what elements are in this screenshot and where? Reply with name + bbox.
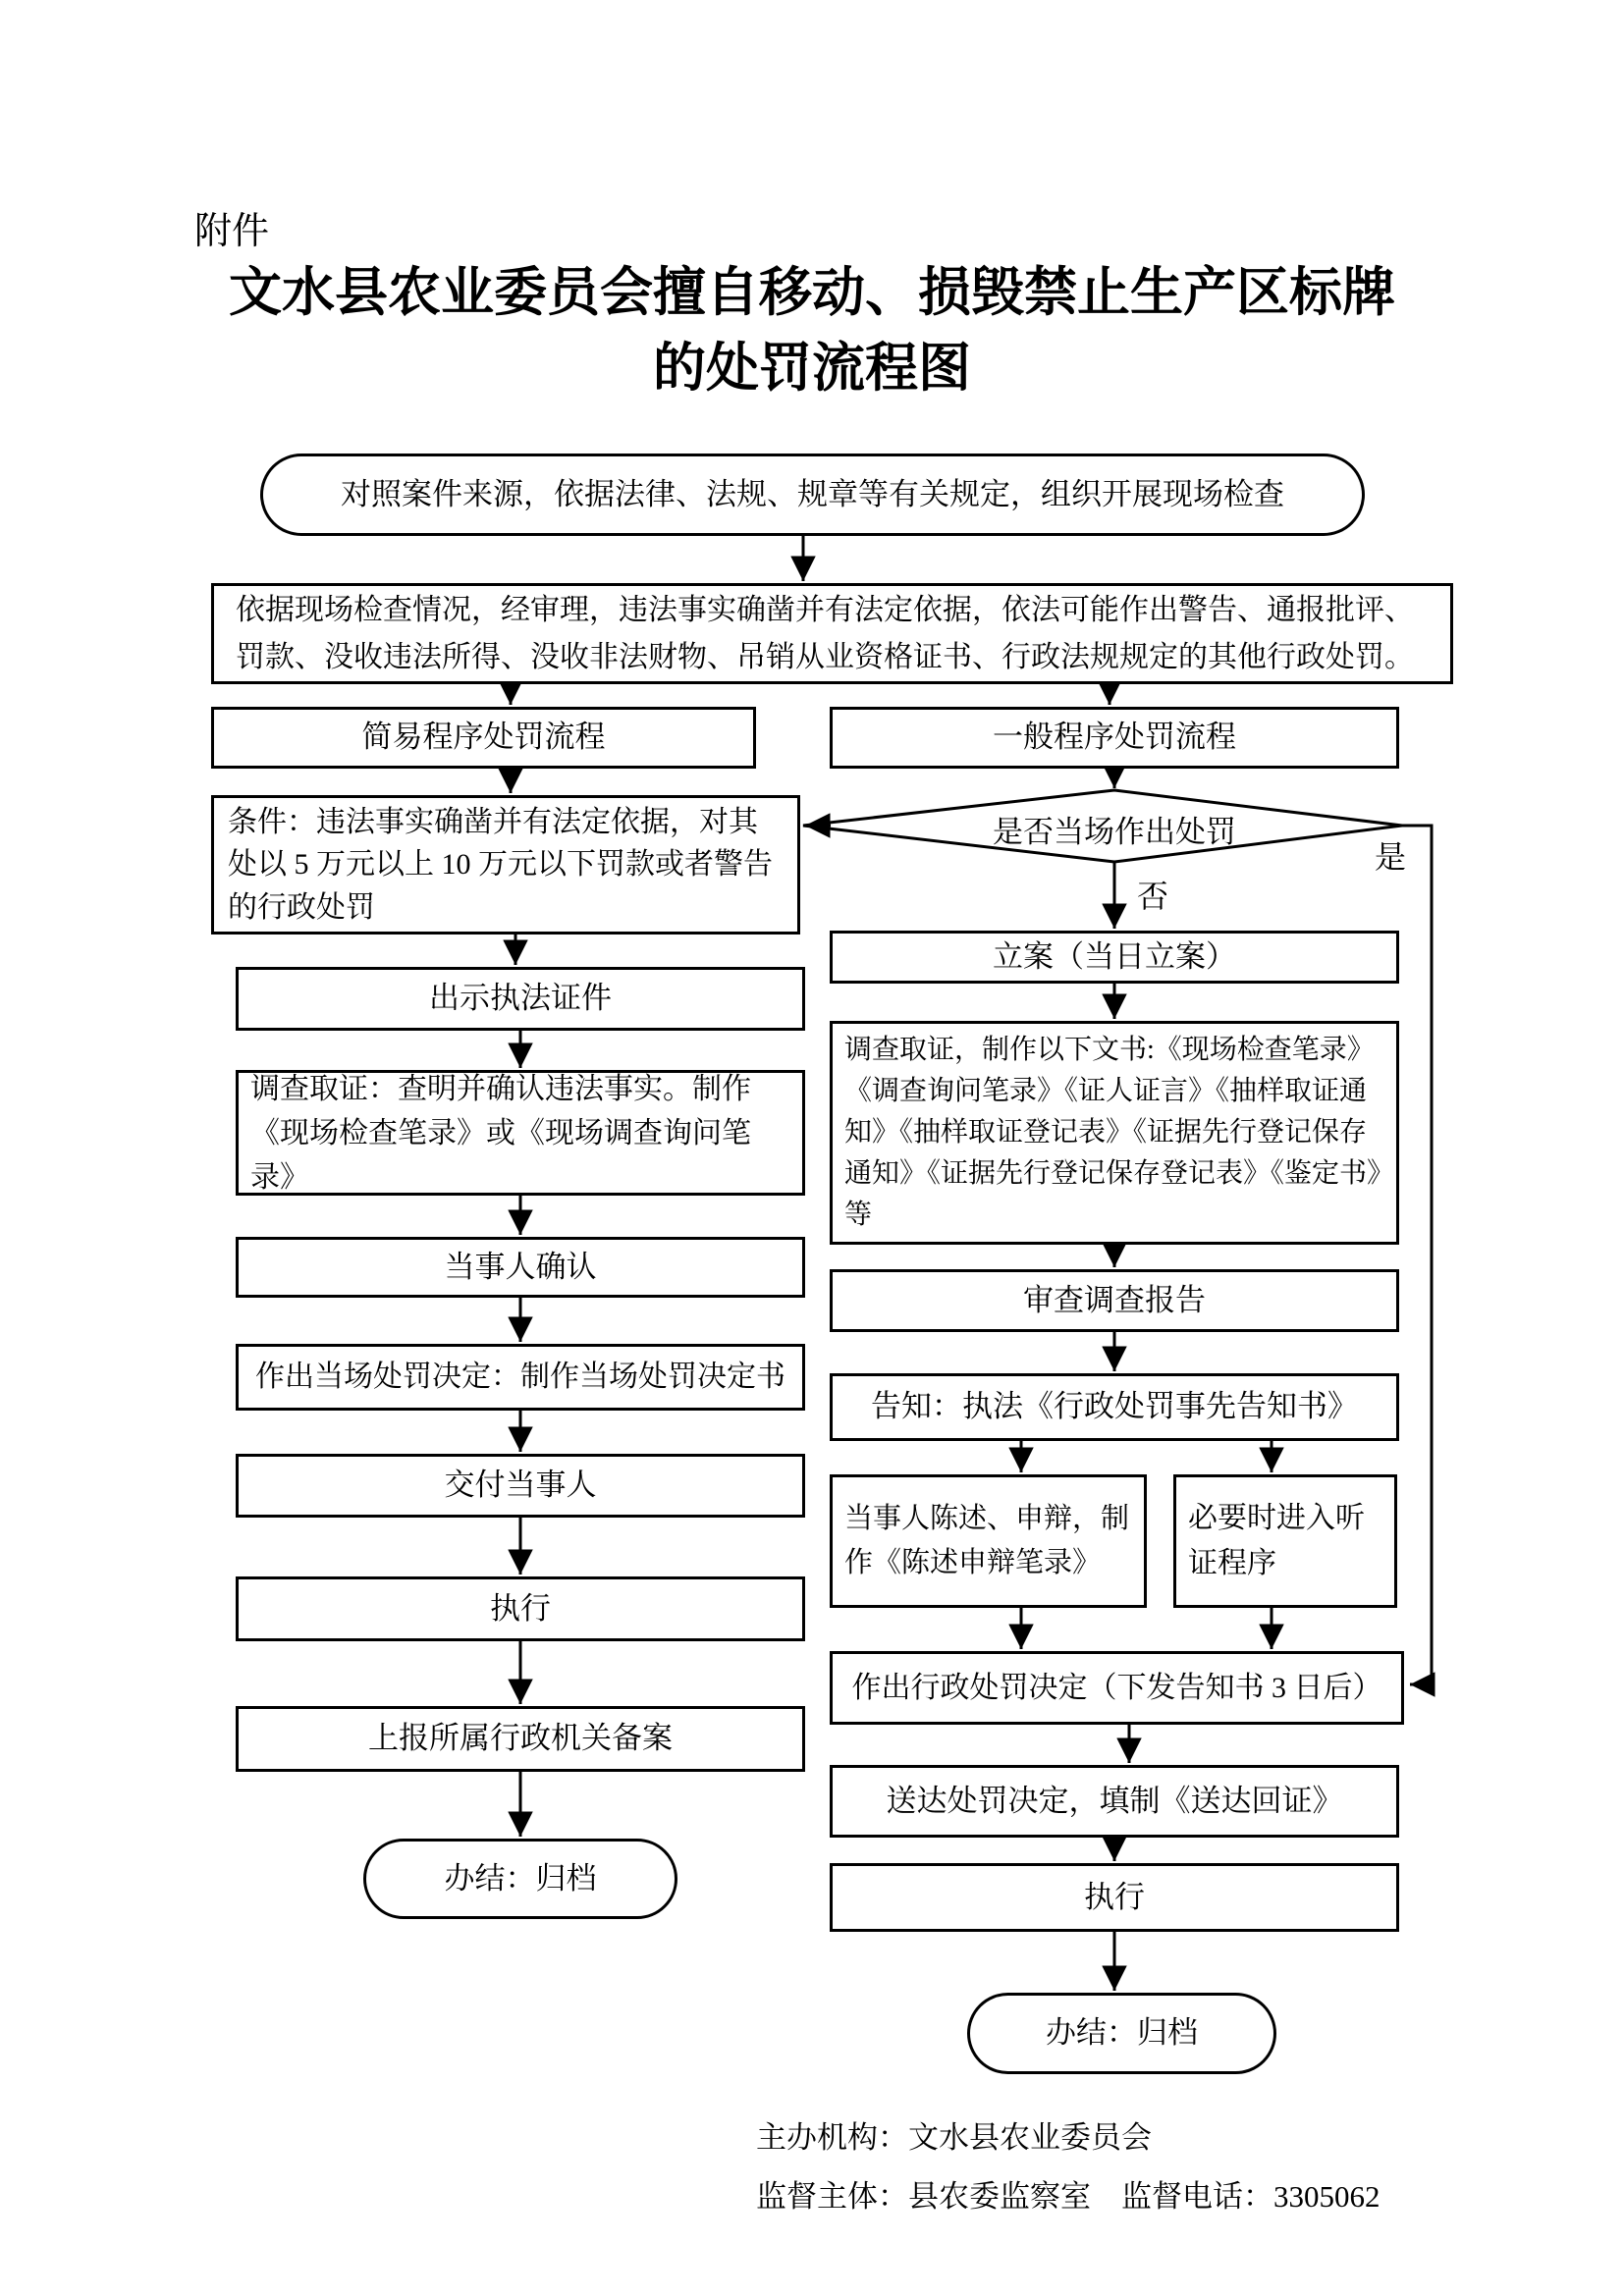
make-decision-node: 作出行政处罚决定（下发告知书 3 日后） [830, 1651, 1404, 1725]
page-title-line1: 文水县农业委员会擅自移动、损毁禁止生产区标牌 [229, 263, 1395, 322]
attachment-label: 附件 [194, 211, 270, 252]
statement-node: 当事人陈述、申辩，制作《陈述申辩笔录》 [830, 1474, 1147, 1608]
footer [756, 2109, 1380, 2227]
notify-node: 告知：执法《行政处罚事先告知书》 [830, 1373, 1399, 1441]
investigate-node: 调查取证：查明并确认违法事实。制作《现场检查笔录》或《现场调查询问笔录》 [236, 1070, 805, 1196]
report-node: 上报所属行政机关备案 [236, 1706, 805, 1772]
onsite-decision-diamond-label: 是否当场作出处罚 [993, 815, 1236, 849]
assessment-node: 依据现场检查情况，经审理，违法事实确凿并有法定依据，依法可能作出警告、通报批评、罚款、没收违法所得、没收非法财物、吊销从业资格证书、行政法规规定的其他行政处罚。 [211, 583, 1453, 684]
onsite-decision-node: 作出当场处罚决定：制作当场处罚决定书 [236, 1344, 805, 1411]
execute-simple-node: 执行 [236, 1576, 805, 1641]
execute-general-node: 执行 [830, 1863, 1399, 1932]
deliver-node: 交付当事人 [236, 1454, 805, 1518]
footer-supervisor: 监督主体：县农委监察室 监督电话：3305062 [756, 2179, 1380, 2215]
review-report-node: 审查调查报告 [830, 1269, 1399, 1332]
party-confirm-node: 当事人确认 [236, 1237, 805, 1298]
hearing-node: 必要时进入听证程序 [1173, 1474, 1397, 1608]
finish-general-node: 办结：归档 [967, 1993, 1276, 2074]
no-branch-label: 否 [1137, 879, 1169, 914]
file-case-node: 立案（当日立案） [830, 931, 1399, 984]
yes-branch-label: 是 [1375, 839, 1407, 875]
general-procedure-header-node: 一般程序处罚流程 [830, 707, 1399, 769]
finish-simple-node: 办结：归档 [363, 1839, 677, 1919]
condition-node: 条件：违法事实确凿并有法定依据，对其处以 5 万元以上 10 万元以下罚款或者警告的行政处罚 [211, 795, 800, 934]
page-title-line2: 的处罚流程图 [653, 338, 971, 398]
footer-organizer: 主办机构：文水县农业委员会 [756, 2120, 1152, 2155]
evidence-node: 调查取证，制作以下文书:《现场检查笔录》《调查询问笔录》《证人证言》《抽样取证通知》《抽样取证登记表》《证据先行登记保存通知》《证据先行登记保存登记表》《鉴定书》等 [830, 1021, 1399, 1245]
start-node: 对照案件来源，依据法律、法规、规章等有关规定，组织开展现场检查 [260, 454, 1365, 536]
show-credentials-node: 出示执法证件 [236, 967, 805, 1031]
serve-decision-node: 送达处罚决定，填制《送达回证》 [830, 1765, 1399, 1838]
page-title [0, 255, 1624, 405]
simple-procedure-header-node: 简易程序处罚流程 [211, 707, 756, 769]
